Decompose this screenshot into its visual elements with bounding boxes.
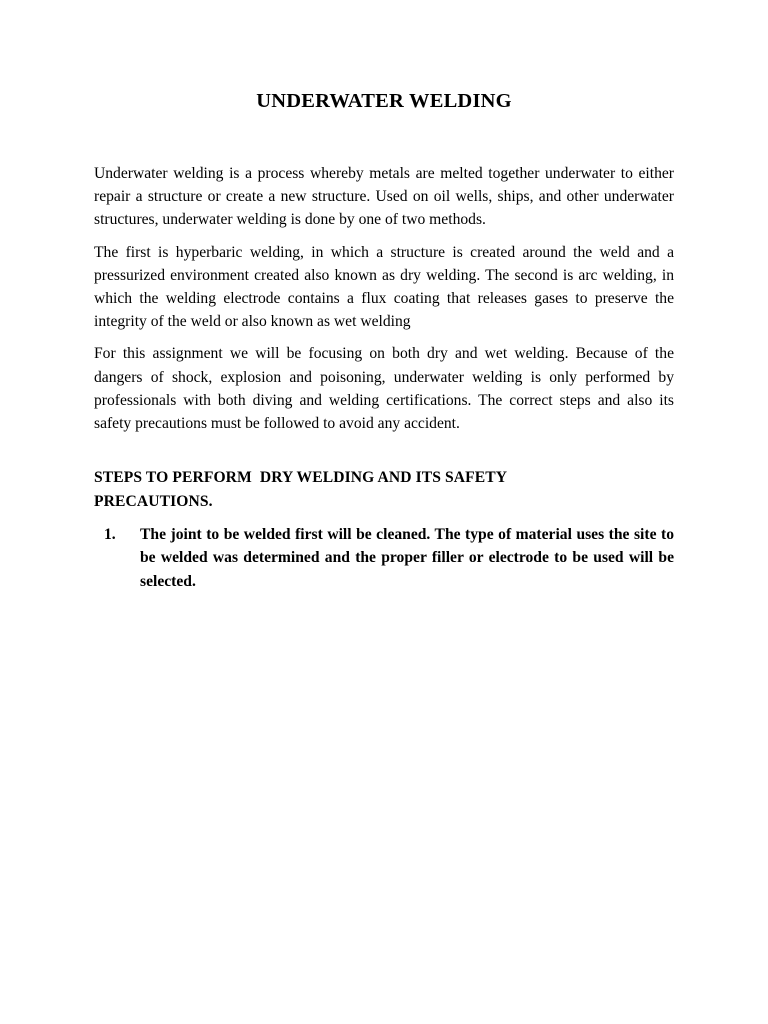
- section-heading: STEPS TO PERFORM DRY WELDING AND ITS SAFETY PRECAUTIONS.: [94, 469, 511, 511]
- document-title: UNDERWATER WELDING: [256, 90, 512, 112]
- paragraph-intro: Underwater welding is a process whereby metals are melted together underwater to either repair a structure or create a new structure. Used on oil wells, ships, and other underwater structures, underwater welding is done by one of two methods.: [94, 165, 674, 229]
- steps-list: [94, 523, 674, 593]
- list-item: [94, 523, 674, 593]
- step-text: The joint to be welded first will be cleaned. The type of material uses the site to be welded was determined and the proper filler or electrode to be used will be selected.: [140, 526, 674, 590]
- paragraph-assignment: For this assignment we will be focusing on both dry and wet welding. Because of the dangers of shock, explosion and poisoning, underwater welding is only performed by professionals with both diving and welding certifications. The correct steps and also its safety precautions must be followed to avoid any accident.: [94, 345, 674, 433]
- step-number: 1.: [104, 526, 116, 544]
- paragraph-methods: The first is hyperbaric welding, in which a structure is created around the weld and a pressurized environment created also known as dry welding. The second is arc welding, in which the welding electrode contains a flux coating that releases gases to preserve the integrity of the weld or also known as wet welding: [94, 243, 674, 331]
